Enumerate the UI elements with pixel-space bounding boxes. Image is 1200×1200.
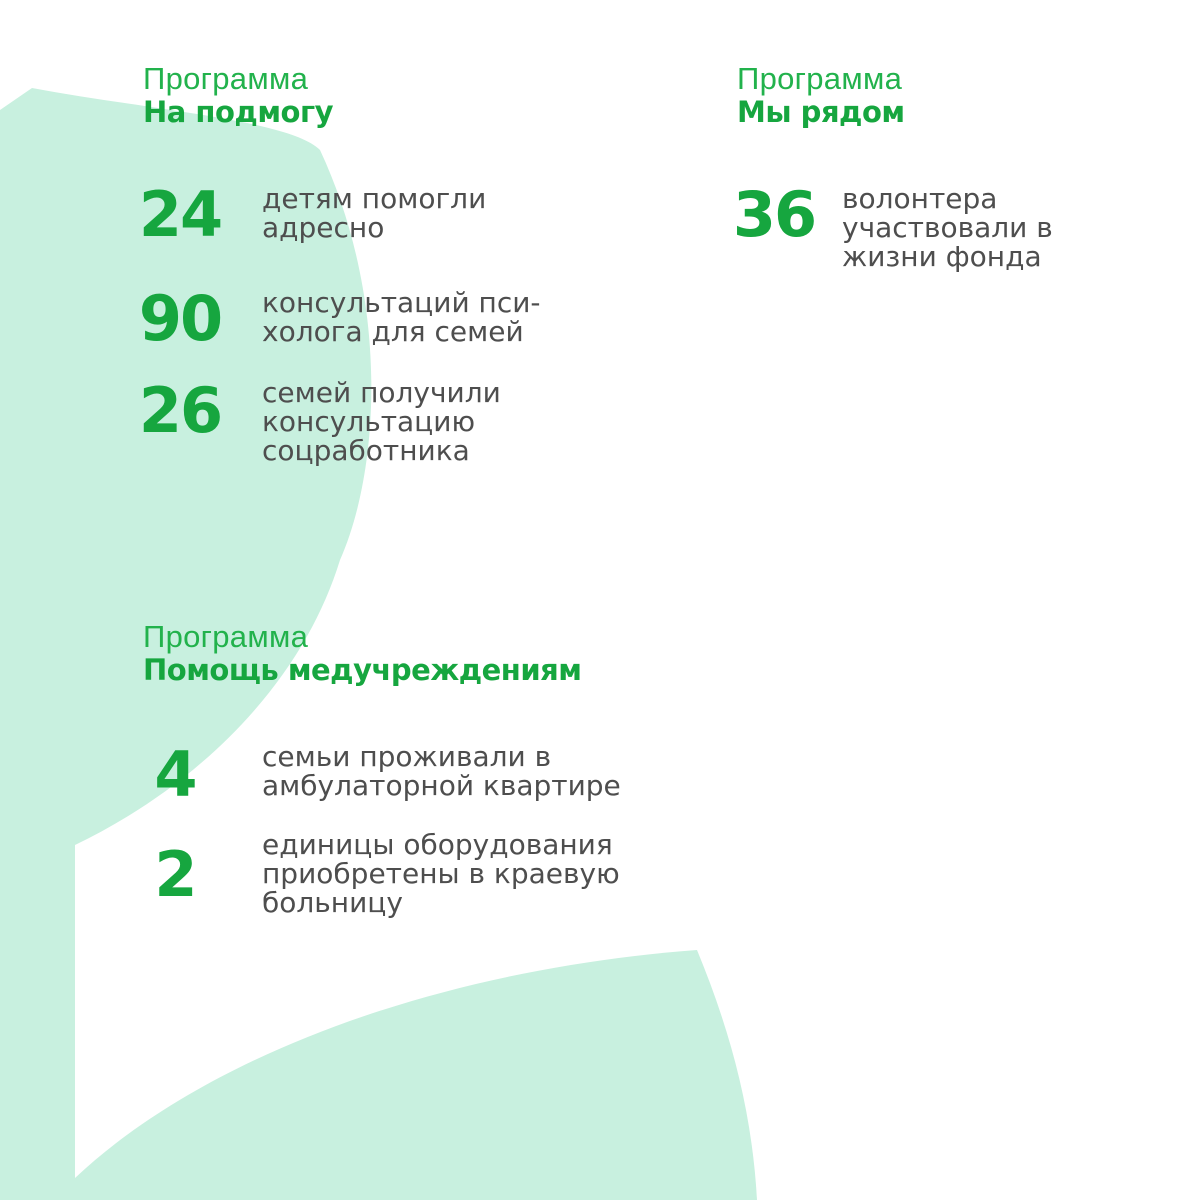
program-kicker: Программа (737, 61, 903, 96)
program-my-ryadom-heading (737, 62, 905, 128)
program-name: Мы рядом (737, 95, 905, 129)
stat-description: волонтера участвовали в жизни фонда (842, 182, 1053, 273)
stat-description: единицы оборудования приобретены в краевую больницу (262, 828, 620, 919)
program-na-podmogu-heading (143, 62, 333, 128)
stat-description: семей получили консультацию соцработника (262, 376, 501, 467)
stat-description: семьи проживали в амбулаторной квартире (262, 740, 621, 802)
program-pomosch-meduchrezhdeniyam-heading (143, 620, 581, 686)
stat-value: 24 (138, 178, 222, 251)
stat-value: 36 (732, 178, 816, 251)
stat-value: 26 (138, 374, 222, 447)
program-name: Помощь медучреждениям (143, 653, 582, 687)
program-name: На подмогу (143, 95, 333, 129)
stat-description: детям помогли адресно (262, 182, 487, 244)
program-kicker: Программа (143, 619, 309, 654)
stat-description: консультаций пси- холога для семей (262, 286, 541, 348)
stat-value: 90 (138, 282, 222, 355)
stat-value: 2 (154, 838, 196, 911)
program-kicker: Программа (143, 61, 309, 96)
bottom-leaf-shape (75, 950, 757, 1200)
stat-value: 4 (154, 738, 196, 811)
